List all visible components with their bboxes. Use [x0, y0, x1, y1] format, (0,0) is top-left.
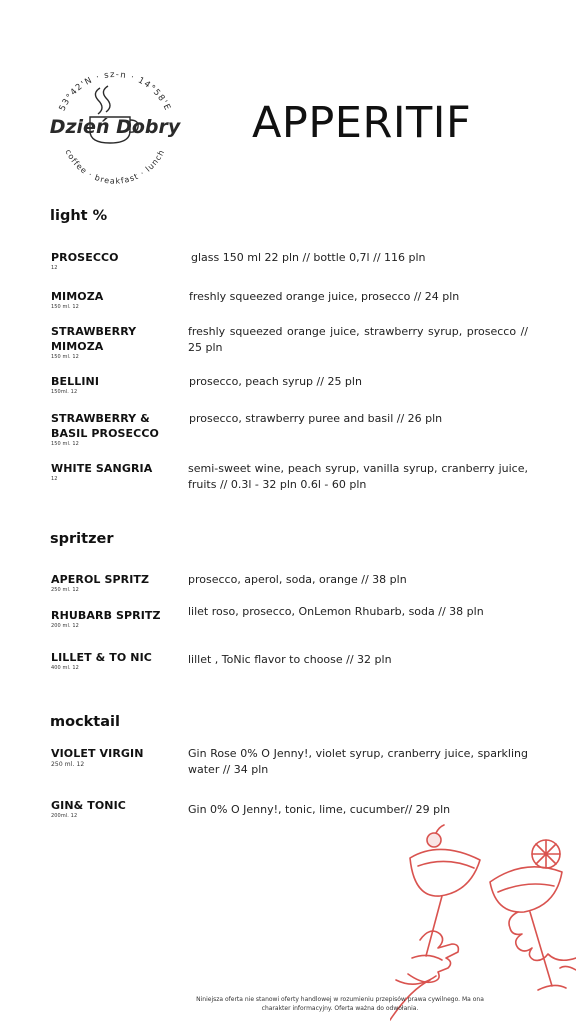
cocktail-glass-icon — [490, 840, 566, 990]
item-name: WHITE SANGRIA 12 — [51, 461, 186, 483]
section-heading-mocktail: mocktail — [50, 714, 120, 730]
item-description: prosecco, strawberry puree and basil // 26 pln — [189, 412, 443, 425]
logo-bottom-arc: coffee · breakfast · lunch — [63, 147, 167, 186]
item-description: prosecco, peach syrup // 25 pln — [189, 375, 362, 388]
legal-disclaimer: Niniejsza oferta nie stanowi oferty handlowej w rozumieniu przepisów prawa cywilnego. Ma ona charakter informacyjny. Oferta ważna do odwołania. — [196, 996, 484, 1012]
item-meta: 150ml. 12 — [51, 389, 78, 395]
item-name: LILLET & TO NIC 400 ml. 12 — [51, 650, 186, 672]
logo-brand-text: Dzień Dobry — [49, 116, 181, 138]
cocktail-toast-illustration — [390, 820, 576, 1024]
item-description: lilet roso, prosecco, OnLemon Rhubarb, soda // 38 pln — [188, 605, 484, 618]
hand-icon — [509, 912, 576, 970]
item-name: MIMOZA 150 ml. 12 — [51, 289, 186, 311]
item-meta: 12 — [51, 265, 58, 271]
item-description: prosecco, aperol, soda, orange // 38 pln — [188, 573, 407, 586]
page-title: APPERITIF — [252, 98, 472, 148]
item-name: GIN& TONIC 200ml. 12 — [51, 798, 186, 820]
brand-logo — [40, 62, 190, 192]
item-name: BELLINI 150ml. 12 — [51, 374, 186, 396]
item-name: STRAWBERRY MIMOZA 150 ml. 12 — [51, 324, 141, 361]
item-description: freshly squeezed orange juice, prosecco // 24 pln — [189, 290, 460, 303]
logo-top-arc: 53°42'N · sz-n · 14°58'E — [57, 69, 173, 113]
item-meta: 250 ml. 12 — [51, 761, 85, 768]
item-description: Gin Rose 0% O Jenny!, violet syrup, cranberry juice, sparkling water // 34 pln — [188, 747, 528, 776]
item-name: VIOLET VIRGIN 250 ml. 12 — [51, 746, 186, 768]
item-name: STRAWBERRY & BASIL PROSECCO 150 ml. 12 — [51, 411, 187, 448]
item-description: semi-sweet wine, peach syrup, vanilla syrup, cranberry juice, fruits // 0.3l - 32 pln 0.6l - 60 pln — [188, 462, 528, 491]
section-heading-light: light % — [50, 208, 108, 224]
item-name: APEROL SPRITZ 250 ml. 12 — [51, 572, 186, 594]
item-meta: 200 ml. 12 — [51, 623, 79, 629]
item-description: freshly squeezed orange juice, strawberry syrup, prosecco // 25 pln — [188, 325, 528, 354]
section-heading-spritzer: spritzer — [50, 531, 114, 547]
item-meta: 12 — [51, 476, 58, 482]
item-name: RHUBARB SPRITZ 200 ml. 12 — [51, 608, 186, 630]
item-name: PROSECCO 12 — [51, 250, 186, 272]
item-meta: 150 ml. 12 — [51, 441, 79, 447]
item-meta: 400 ml. 12 — [51, 665, 79, 671]
item-meta: 150 ml. 12 — [51, 354, 79, 360]
item-description: lillet , ToNic flavor to choose // 32 pln — [188, 653, 392, 666]
item-meta: 150 ml. 12 — [51, 304, 79, 310]
item-meta: 200ml. 12 — [51, 813, 78, 819]
item-meta: 250 ml. 12 — [51, 587, 79, 593]
item-description: glass 150 ml 22 pln // bottle 0,7l // 116 pln — [191, 251, 426, 264]
item-description: Gin 0% O Jenny!, tonic, lime, cucumber// 29 pln — [188, 803, 451, 816]
